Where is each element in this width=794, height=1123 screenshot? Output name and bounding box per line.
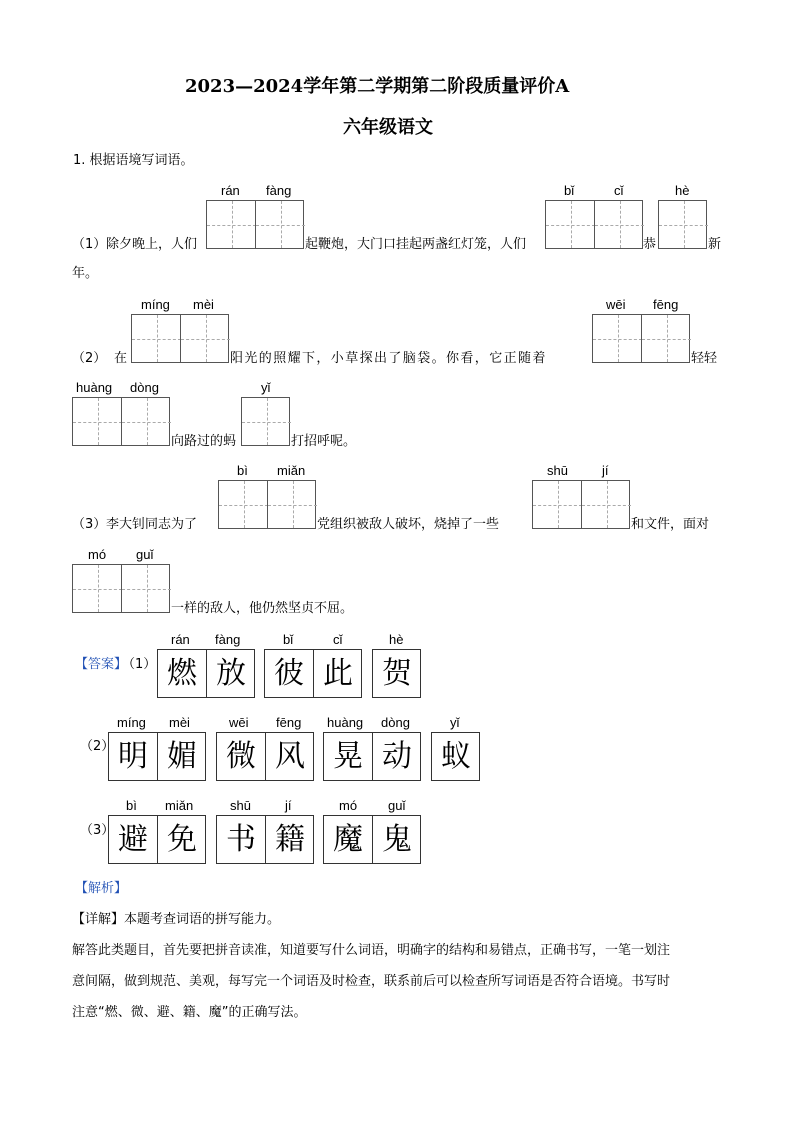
sentence-text: 李大钊同志为了	[106, 517, 198, 532]
pinyin: miǎn	[277, 463, 306, 478]
pinyin: mèi	[169, 715, 190, 730]
pinyin: bǐ	[564, 183, 575, 198]
sentence-text: 在	[114, 351, 128, 366]
analysis-detail: 【详解】本题考查词语的拼写能力。	[72, 912, 281, 927]
sentence-text: 向路过的蚂	[171, 434, 237, 449]
sentence-text: 恭	[643, 237, 657, 252]
answer-char: 明	[118, 739, 148, 774]
answer-char: 书	[226, 822, 256, 857]
analysis-line: 意间隔，做到规范、美观，每写完一个词语及时检查，联系前后可以检查所写词语是否符合语境。书写时	[72, 974, 671, 989]
pinyin: míng	[141, 297, 170, 312]
answer-grid	[323, 815, 421, 864]
answer-label: 【答案】	[75, 657, 128, 672]
pinyin: yǐ	[450, 715, 460, 730]
answer-grid	[108, 732, 206, 781]
answer-char: 免	[167, 822, 197, 857]
item-number: （2）	[72, 351, 107, 366]
pinyin: rán	[171, 632, 190, 647]
pinyin: fàng	[266, 183, 292, 198]
sentence-text: 新	[708, 237, 722, 252]
pinyin: mó	[339, 798, 358, 813]
answer-grid	[157, 649, 255, 698]
pinyin: fàng	[215, 632, 241, 647]
writing-grid-blank[interactable]	[532, 480, 630, 529]
page-subtitle: 六年级语文	[343, 117, 433, 138]
answer-grid	[216, 732, 314, 781]
question-heading: 1. 根据语境写词语。	[73, 153, 194, 168]
writing-grid-blank[interactable]	[241, 397, 290, 446]
answer-char: 彼	[274, 656, 304, 691]
analysis-line: 解答此类题目，首先要把拼音读准，知道要写什么词语，明确字的结构和易错点，正确书写，一笔一划注	[72, 943, 671, 958]
answer-grid	[216, 815, 314, 864]
sentence-text: 党组织被敌人破坏，烧掉了一些	[317, 517, 500, 532]
writing-grid-blank[interactable]	[658, 200, 707, 249]
writing-grid-blank[interactable]	[72, 564, 170, 613]
pinyin: cǐ	[333, 632, 343, 647]
answer-char: 风	[275, 739, 305, 774]
pinyin: cǐ	[614, 183, 624, 198]
item-number: （1）	[72, 237, 107, 252]
answer-row-number: （1）	[122, 657, 157, 672]
pinyin: wēi	[606, 297, 626, 312]
pinyin: huàng	[76, 380, 113, 395]
answer-grid	[372, 649, 421, 698]
pinyin: miǎn	[165, 798, 194, 813]
answer-char: 放	[216, 656, 246, 691]
sentence-text: 轻轻	[691, 351, 718, 366]
answer-char: 微	[226, 739, 256, 774]
answer-grid	[431, 732, 480, 781]
sentence-text: 和文件，面对	[631, 517, 710, 532]
answer-grid	[108, 815, 206, 864]
answer-char: 避	[118, 822, 148, 857]
answer-char: 鬼	[382, 822, 412, 857]
answer-char: 魔	[333, 822, 363, 857]
answer-row-number: （3）	[80, 823, 115, 838]
answer-grid	[323, 732, 421, 781]
writing-grid-blank[interactable]	[545, 200, 643, 249]
answer-char: 此	[323, 656, 353, 691]
answer-char: 蚁	[441, 739, 471, 774]
pinyin: shū	[547, 463, 568, 478]
answer-char: 动	[382, 739, 412, 774]
pinyin: míng	[117, 715, 146, 730]
sentence-text: 阳光的照耀下，小草探出了脑袋。你看，它正随着	[230, 351, 547, 366]
pinyin: fēng	[653, 297, 679, 312]
writing-grid-blank[interactable]	[72, 397, 170, 446]
pinyin: hè	[389, 632, 404, 647]
pinyin: dòng	[130, 380, 159, 395]
answer-char: 籍	[275, 822, 305, 857]
sentence-text: 打招呼呢。	[291, 434, 357, 449]
writing-grid-blank[interactable]	[592, 314, 690, 363]
answer-row-number: （2）	[80, 739, 115, 754]
item-number: （3）	[72, 517, 107, 532]
pinyin: bǐ	[283, 632, 294, 647]
analysis-line: 注意“燃、微、避、籍、魔”的正确写法。	[72, 1005, 307, 1020]
pinyin: jí	[602, 463, 609, 478]
writing-grid-blank[interactable]	[218, 480, 316, 529]
answer-char: 媚	[167, 739, 197, 774]
sentence-text: 除夕晚上，人们	[106, 237, 198, 252]
writing-grid-blank[interactable]	[206, 200, 304, 249]
pinyin: bì	[237, 463, 248, 478]
pinyin: dòng	[381, 715, 410, 730]
pinyin: guǐ	[136, 547, 154, 562]
page-title: 2023—2024学年第二学期第二阶段质量评价A	[185, 76, 570, 97]
pinyin: mó	[88, 547, 107, 562]
writing-grid-blank[interactable]	[131, 314, 229, 363]
answer-char: 贺	[382, 656, 412, 691]
sentence-text: 起鞭炮，大门口挂起两盏红灯笼，人们	[305, 237, 527, 252]
pinyin: guǐ	[388, 798, 406, 813]
pinyin: bì	[126, 798, 137, 813]
sentence-text: 年。	[72, 266, 99, 281]
pinyin: mèi	[193, 297, 214, 312]
pinyin: wēi	[229, 715, 249, 730]
sentence-text: 一样的敌人，他仍然坚贞不屈。	[171, 601, 354, 616]
answer-char: 燃	[167, 656, 197, 691]
pinyin: hè	[675, 183, 690, 198]
pinyin: yǐ	[261, 380, 271, 395]
pinyin: jí	[285, 798, 292, 813]
pinyin: shū	[230, 798, 251, 813]
pinyin: rán	[221, 183, 240, 198]
answer-grid	[264, 649, 362, 698]
pinyin: huàng	[327, 715, 364, 730]
answer-char: 晃	[333, 739, 363, 774]
analysis-label: 【解析】	[75, 881, 128, 896]
pinyin: fēng	[276, 715, 302, 730]
